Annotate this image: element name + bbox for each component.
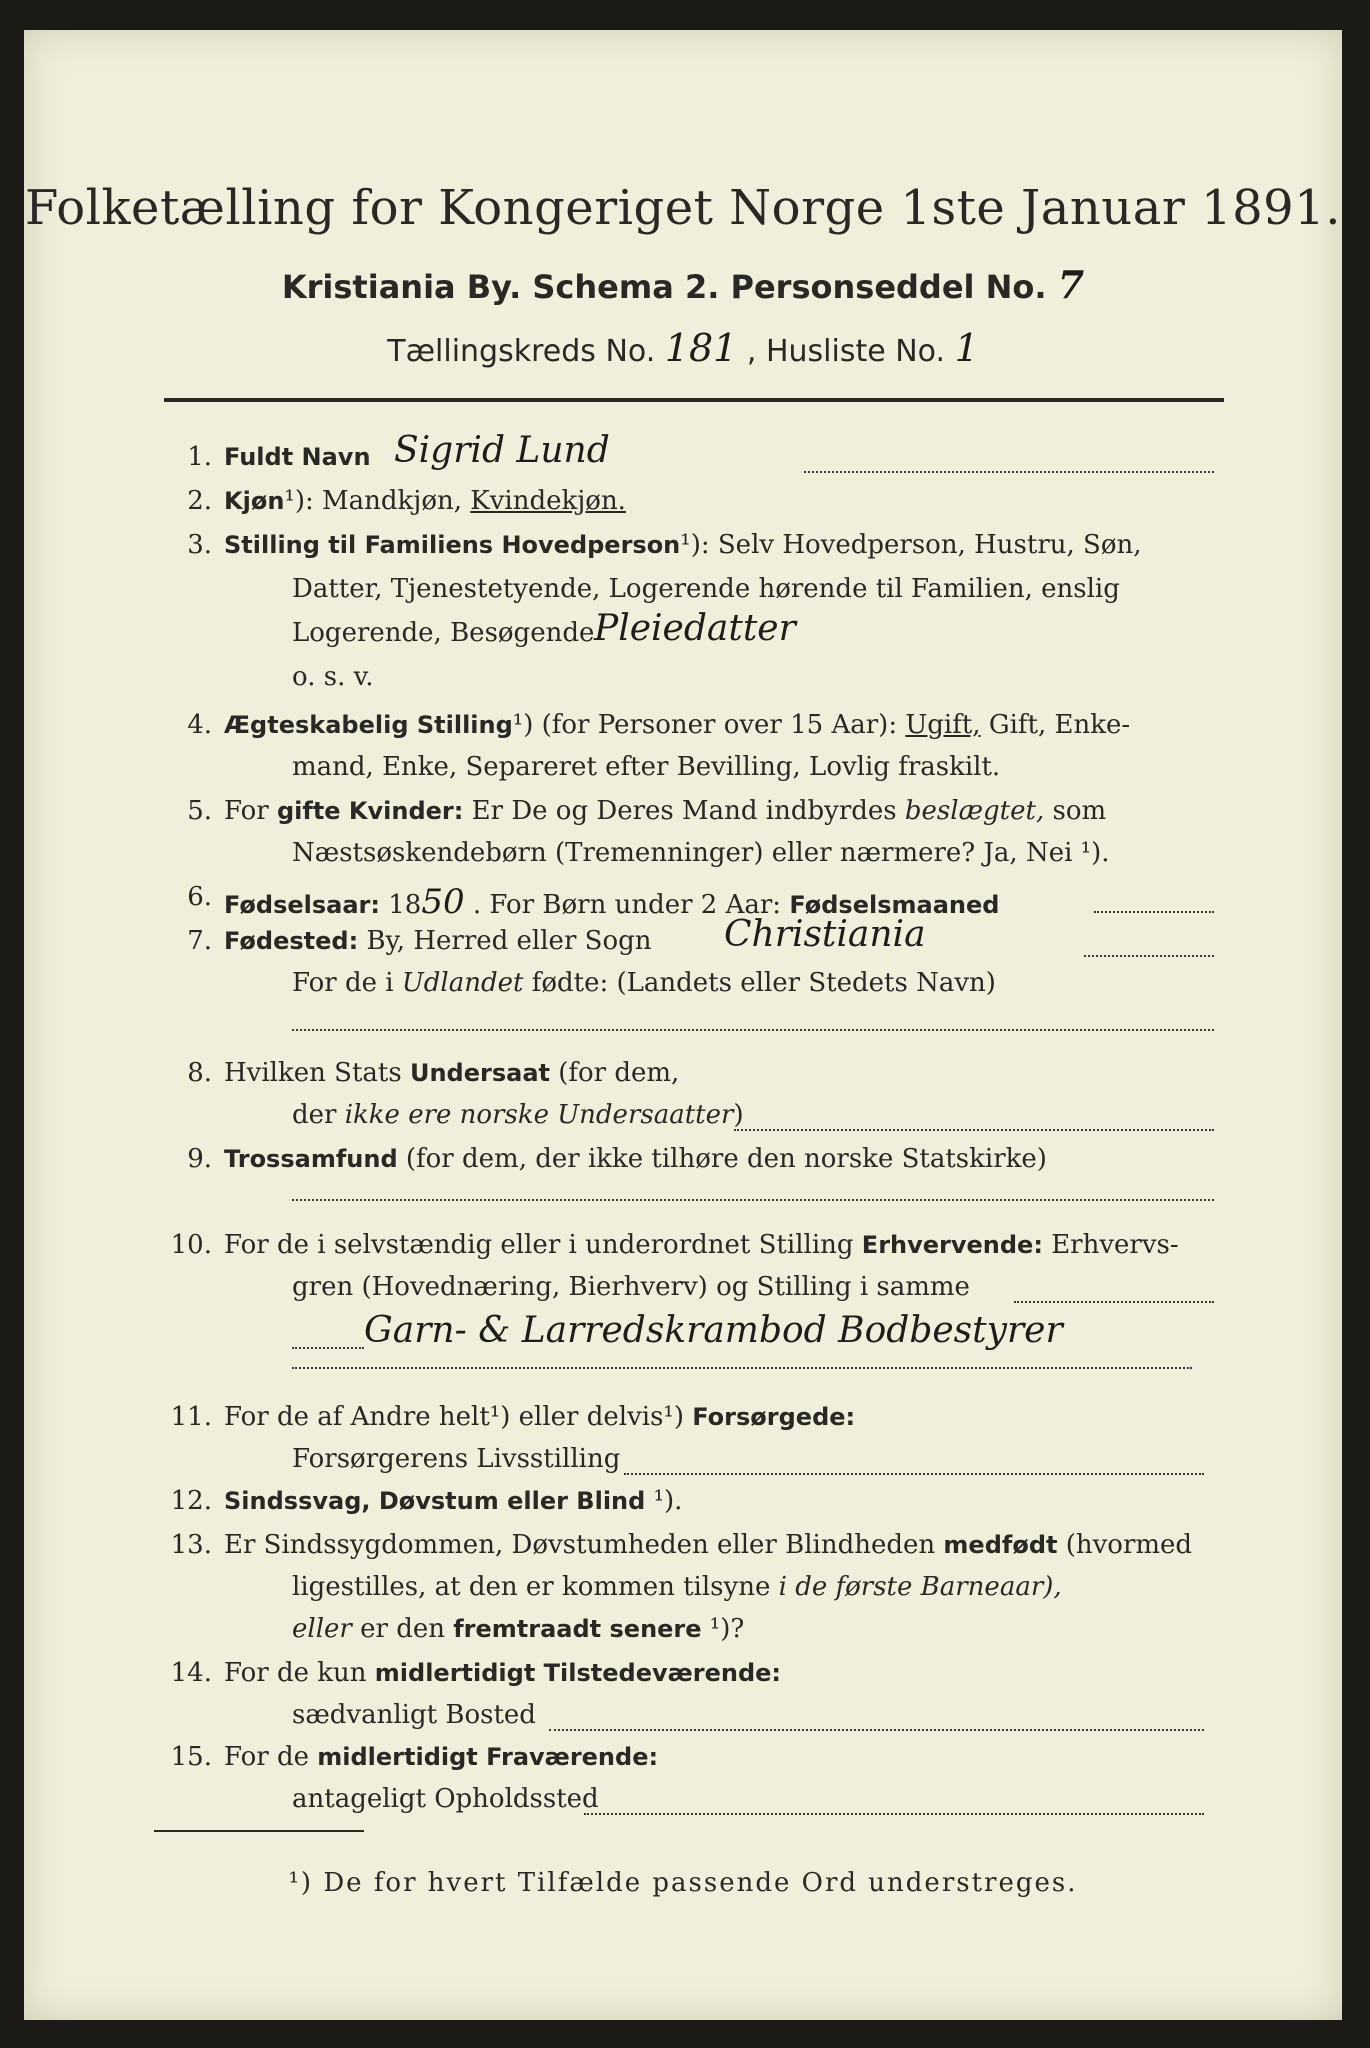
q15-prefix: For de <box>224 1742 318 1772</box>
family-position-options-3: Logerende, Besøgende <box>292 618 595 648</box>
q11-text-2: Forsørgerens Livsstilling <box>292 1444 621 1474</box>
q6-text: . For Børn under 2 Aar: <box>464 890 790 920</box>
q15-text-2: antageligt Opholdssted <box>292 1784 599 1814</box>
temporary-present-label: midlertidigt Tilstedeværende: <box>374 1659 782 1687</box>
full-name-answer: Sigrid Lund <box>394 430 610 471</box>
footnote: ¹) De for hvert Tilfælde passende Ord understreges. <box>288 1868 1078 1898</box>
husliste-label: , Husliste No. <box>746 334 946 369</box>
q13-text: Er Sindssygdommen, Døvstumheden eller Blindheden <box>224 1530 944 1560</box>
q5-text-end: som <box>1044 796 1107 826</box>
q8-text: Hvilken Stats <box>224 1058 410 1088</box>
q13-text-2: ligestilles, at den er kommen tilsyne <box>292 1572 779 1602</box>
personseddel-number: 7 <box>1057 262 1085 307</box>
temporary-absent-label: midlertidigt Fraværende: <box>317 1743 659 1771</box>
question-number: 5. <box>187 796 212 826</box>
q12-text: ¹). <box>645 1486 683 1516</box>
question-number: 11. <box>170 1402 212 1432</box>
husliste-number: 1 <box>954 326 979 370</box>
q5-italic: beslægtet, <box>904 796 1045 826</box>
taellingskreds-number: 181 <box>664 326 738 370</box>
question-number: 15. <box>170 1742 212 1772</box>
family-position-etc: o. s. v. <box>292 662 374 692</box>
q14-text-2: sædvanligt Bosted <box>292 1700 536 1730</box>
question-number: 1. <box>187 442 212 472</box>
answer-line <box>804 470 1214 473</box>
question-number: 9. <box>187 1144 212 1174</box>
question-number: 8. <box>187 1058 212 1088</box>
answer-line <box>624 1472 1204 1475</box>
sex-label: Kjøn <box>224 487 285 515</box>
supported-label: Forsørgede: <box>692 1403 856 1431</box>
answer-line <box>1094 910 1214 913</box>
question-number: 4. <box>187 710 212 740</box>
q10-text-2: gren (Hovednæring, Bierhverv) og Stilling i samme <box>292 1272 970 1302</box>
footnote-divider <box>154 1830 364 1832</box>
birth-year-prefix: 18 <box>380 890 422 920</box>
birthplace-answer: Christiania <box>724 914 926 955</box>
birthplace-label: Fødested: <box>224 927 359 955</box>
q13-text-end: (hvormed <box>1057 1530 1193 1560</box>
schema-label: Kristiania By. Schema 2. Personseddel No. <box>281 268 1047 306</box>
question-number: 2. <box>187 486 212 516</box>
answer-line <box>734 1128 1214 1131</box>
marital-status-label: Ægteskabelig Stilling <box>224 711 513 739</box>
q8-text-end: (for dem, <box>549 1058 680 1088</box>
question-number: 7. <box>187 926 212 956</box>
marital-options: Gift, Enke- <box>980 710 1131 740</box>
q5-text: Er De og Deres Mand indbyrdes <box>463 796 905 826</box>
citizenship-label: Undersaat <box>409 1059 550 1087</box>
q10-text: For de i selvstændig eller i underordnet Stilling <box>224 1230 862 1260</box>
q8-text-2: der <box>292 1100 345 1130</box>
q13-text-3: er den <box>351 1614 454 1644</box>
occupation-label: Erhvervende: <box>861 1231 1043 1259</box>
sex-options: ¹): Mandkjøn, <box>284 486 471 516</box>
q10-text-end: Erhvervs- <box>1042 1230 1179 1260</box>
family-position-answer: Pleiedatter <box>594 608 796 649</box>
married-women-label: gifte Kvinder: <box>276 797 464 825</box>
full-name-label: Fuldt Navn <box>224 443 371 471</box>
sex-selected: Kvindekjøn. <box>470 486 626 516</box>
question-number: 13. <box>170 1530 212 1560</box>
question-number: 12. <box>170 1486 212 1516</box>
q7-italic: Udlandet <box>401 968 524 998</box>
q13-text-3b: ¹)? <box>701 1614 745 1644</box>
birth-month-label: Fødselsmaaned <box>789 891 1000 919</box>
q7-text: By, Herred eller Sogn <box>358 926 652 956</box>
answer-line <box>292 1366 1192 1369</box>
answer-line <box>549 1728 1204 1731</box>
district-line <box>24 326 1342 370</box>
family-position-options-2: Datter, Tjenestetyende, Logerende hørende til Familien, enslig <box>292 574 1120 604</box>
q7-text-2b: fødte: (Landets eller Stedets Navn) <box>523 968 996 998</box>
q5-prefix: For <box>224 796 277 826</box>
question-number: 6. <box>187 882 212 912</box>
answer-line <box>292 1346 364 1349</box>
q5-text-2: Næstsøskendebørn (Tremenninger) eller nærmere? Ja, Nei ¹). <box>292 838 1110 868</box>
form-title: Folketælling for Kongeriget Norge 1ste Januar 1891. <box>25 180 1341 236</box>
q14-prefix: For de kun <box>224 1658 375 1688</box>
birth-year-answer: 50 <box>421 882 465 922</box>
q9-text: (for dem, der ikke tilhøre den norske Statskirke) <box>397 1144 1047 1174</box>
schema-line <box>24 262 1342 307</box>
answer-line <box>1084 954 1214 957</box>
answer-line <box>292 1198 1214 1201</box>
marital-selected: Ugift, <box>905 710 981 740</box>
q8-italic: ikke ere norske Undersaatter <box>344 1100 734 1130</box>
religion-label: Trossamfund <box>224 1145 398 1173</box>
congenital-label: medfødt <box>943 1531 1058 1559</box>
census-form <box>24 30 1342 2020</box>
marital-options-2: mand, Enke, Separeret efter Bevilling, Lovlig fraskilt. <box>292 752 1001 782</box>
header-divider <box>164 398 1224 402</box>
answer-line <box>584 1812 1204 1815</box>
disability-label: Sindssvag, Døvstum eller Blind <box>224 1487 646 1515</box>
question-number: 3. <box>187 530 212 560</box>
q11-text: For de af Andre helt¹) eller delvis¹) <box>224 1402 693 1432</box>
birth-year-label: Fødselsaar: <box>224 891 380 919</box>
marital-note: ¹) (for Personer over 15 Aar): <box>512 710 906 740</box>
q13-italic: i de første Barneaar), <box>778 1572 1062 1602</box>
q7-text-2: For de i <box>292 968 402 998</box>
taellingskreds-label: Tællingskreds No. <box>387 334 656 369</box>
q13-italic-eller: eller <box>292 1614 352 1644</box>
answer-line <box>1014 1300 1214 1303</box>
q8-text-2b: ) <box>733 1100 744 1130</box>
question-number: 14. <box>170 1658 212 1688</box>
question-number: 10. <box>170 1230 212 1260</box>
family-position-label: Stilling til Familiens Hovedperson <box>224 531 681 559</box>
family-position-options: ¹): Selv Hovedperson, Hustru, Søn, <box>680 530 1142 560</box>
occupation-answer: Garn- & Larredskrambod Bodbestyrer <box>364 1310 1063 1351</box>
acquired-label: fremtraadt senere <box>453 1615 702 1643</box>
answer-line <box>292 1028 1214 1031</box>
